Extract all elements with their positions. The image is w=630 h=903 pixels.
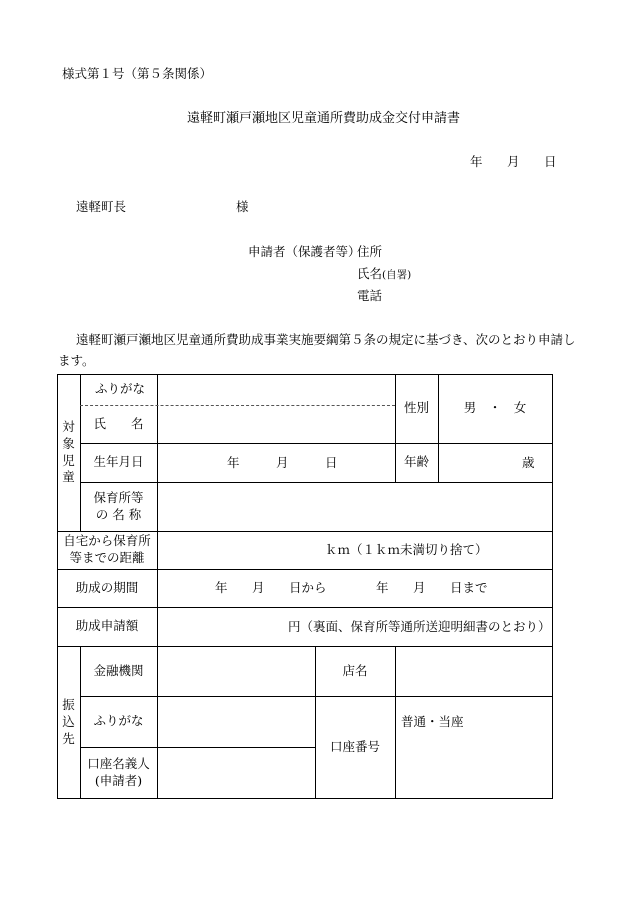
nursery-label-line2: の 名 称 [95,506,142,522]
distance-label-line2: 等までの距離 [69,550,145,565]
account-number-label: 口座番号 [329,738,380,754]
transfer-vertical-label [57,646,80,799]
account-type[interactable]: 普通・当座 [401,714,464,729]
table-border-bottom [57,798,553,799]
nursery-name-field[interactable] [158,483,552,531]
applicant-label: 申請者（保護者等） [248,244,361,259]
date-month-label: 月 [507,154,520,169]
birth-year-label: 年 [227,455,240,470]
age-label: 年齢 [403,454,429,470]
applicant-name-note: (自署) [382,269,412,281]
target-child-char-4: 童 [62,469,75,485]
holder-label-line2: (申請者) [94,772,143,788]
age-unit: 歳 [522,455,535,470]
branch-label: 店名 [342,662,368,678]
amount-value: 円（裏面、保育所等通所送迎明細書のとおり） [288,619,551,634]
distance-label [57,531,157,569]
transfer-char-2: 込 [62,714,75,730]
child-name-label: 氏 名 [93,416,144,432]
period-end-month: 月 [413,580,426,595]
branch-field[interactable] [396,647,552,696]
period-until: 日まで [450,580,488,595]
statement-line2: ます。 [58,353,95,368]
applicant-name-text: 氏名 [357,266,383,281]
period-start-month: 月 [252,580,265,595]
applicant-name-label [357,268,411,281]
transfer-char-3: 先 [62,730,75,746]
distance-label-line1: 自宅から保育所 [63,533,151,549]
nursery-label-line1: 保育所等 [93,489,144,505]
transfer-char-1: 振 [62,697,75,713]
date-year-label: 年 [470,154,483,169]
period-end-year: 年 [376,580,389,595]
gender-label: 性別 [403,400,429,416]
target-child-char-1: 対 [62,418,75,434]
honorific: 様 [236,199,249,214]
account-furigana-label: ふりがな [93,713,144,729]
birth-day-label: 日 [325,455,338,470]
account-furigana-field[interactable] [158,697,315,747]
furigana-field[interactable] [158,375,395,405]
bank-label: 金融機関 [93,662,144,678]
period-label: 助成の期間 [75,579,139,595]
distance-value: ｋｍ（１ｋｍ未満切り捨て） [325,542,488,557]
target-child-vertical-label [57,374,80,531]
period-from: 日から [289,580,327,595]
addressee: 遠軽町長 [76,199,127,214]
document-title: 遠軽町瀬戸瀬地区児童通所費助成金交付申請書 [187,111,461,126]
holder-label-line1: 口座名義人 [87,755,150,771]
gender-options[interactable]: 男 ・ 女 [463,400,527,416]
statement-line1: 遠軽町瀬戸瀬地区児童通所費助成事業実施要綱第５条の規定に基づき、次のとおり申請し [76,332,576,347]
account-holder-field[interactable] [158,748,315,798]
target-child-char-2: 象 [62,435,75,451]
table-border-right [552,374,553,799]
bank-field[interactable] [158,647,315,696]
target-child-char-3: 児 [62,452,75,468]
account-holder-label [80,747,157,798]
nursery-name-label [80,482,157,531]
birth-month-label: 月 [276,455,289,470]
applicant-phone-label: 電話 [357,288,383,303]
applicant-address-label: 住所 [357,244,383,259]
period-start-year: 年 [215,580,228,595]
amount-label: 助成申請額 [75,618,139,634]
child-name-field[interactable] [158,406,395,443]
form-number: 様式第１号（第５条関係） [62,66,213,81]
birthdate-label: 生年月日 [93,454,144,470]
date-day-label: 日 [544,154,557,169]
furigana-label: ふりがな [95,381,146,397]
